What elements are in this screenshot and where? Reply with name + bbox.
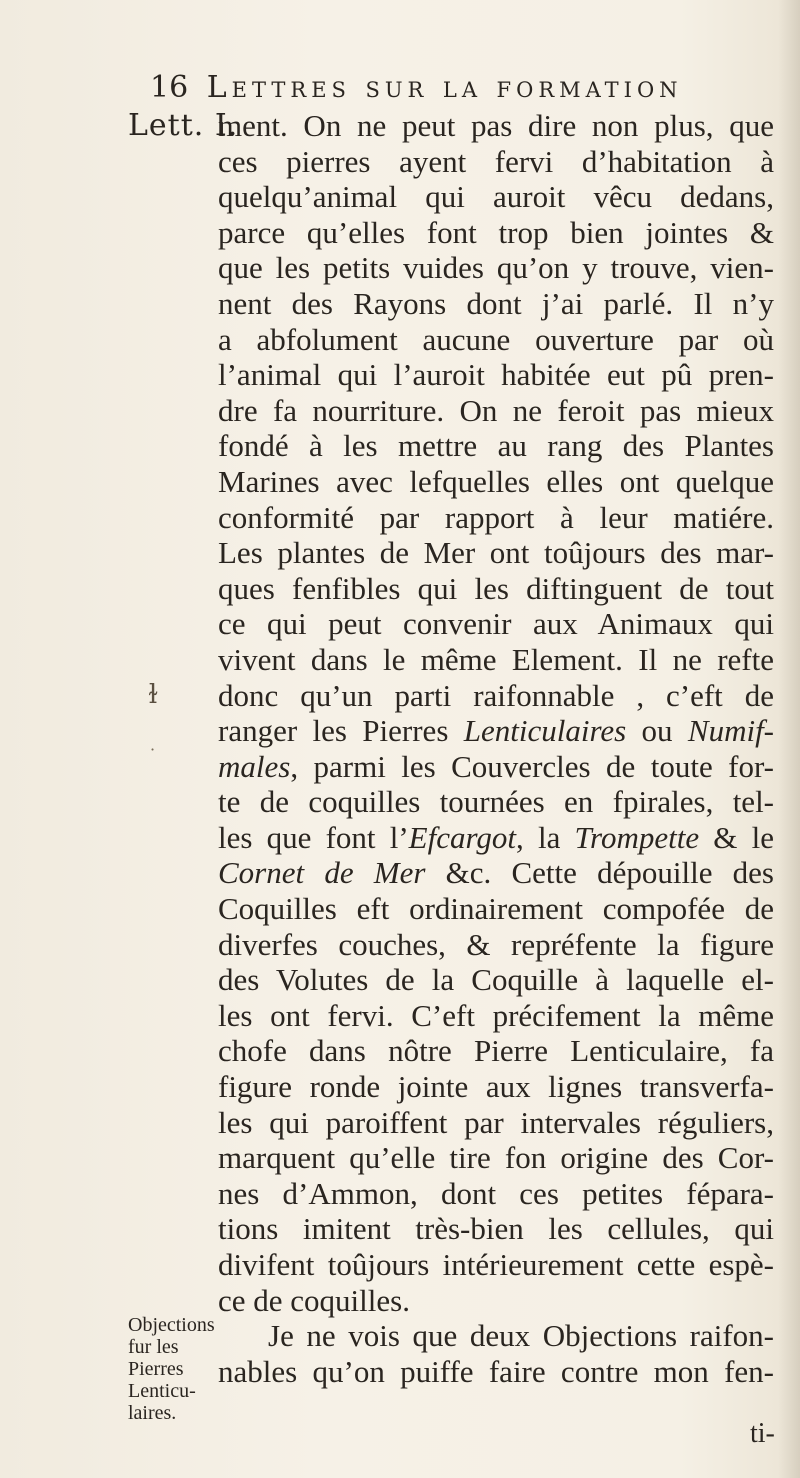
body-line: te de coquilles tournées en fpirales, tel- <box>218 784 774 820</box>
body-line: dre fa nourriture. On ne feroit pas mieux <box>218 392 774 428</box>
body-line: Je ne vois que deux Objections raifon- <box>268 1318 774 1354</box>
body-line: les qui paroiffent par intervales réguliers, <box>218 1104 774 1140</box>
body-line: conformité par rapport à leur matiére. <box>218 499 774 535</box>
body-line: donc qu’un parti raifonnable , c’eft de <box>218 677 774 713</box>
body-line: males, parmi les Couvercles de toute for- <box>218 748 774 784</box>
margin-note-line: Pierres <box>128 1358 184 1380</box>
body-line: a abfolument aucune ouverture par où <box>218 321 774 357</box>
body-line: Les plantes de Mer ont toûjours des mar- <box>218 535 774 571</box>
body-line: diverfes couches, & repréfente la figure <box>218 926 774 962</box>
body-line: les ont fervi. C’eft précifement la même <box>218 997 774 1033</box>
body-line: parce qu’elles font trop bien jointes & <box>218 214 774 250</box>
letter-label: Lett. I. <box>128 108 239 143</box>
margin-note <box>128 1314 218 1424</box>
body-line: ranger les Pierres Lenticulaires ou Numif- <box>218 713 775 749</box>
body-line: ment. On ne peut pas dire non plus, que <box>218 108 774 143</box>
margin-note-line: Objections <box>128 1314 215 1336</box>
page-number: 16 <box>150 70 189 105</box>
running-title: Lettres sur la formation <box>206 70 683 105</box>
body-line: l’animal qui l’auroit habitée eut pû pren- <box>218 357 774 393</box>
margin-ink-dot: · <box>150 740 156 759</box>
margin-note-line: fur les <box>128 1336 179 1358</box>
body-line: nables qu’on puiffe faire contre mon fen- <box>218 1353 774 1389</box>
body-line: chofe dans nôtre Pierre Lenticulaire, fa <box>218 1033 774 1069</box>
body-line: divifent toûjours intérieurement cette espè- <box>218 1247 774 1282</box>
body-line: nes d’Ammon, dont ces petites fépara- <box>218 1175 774 1211</box>
body-line: vivent dans le même Element. Il ne refte <box>218 641 774 677</box>
body-line: marquent qu’elle tire fon origine des Cor- <box>218 1140 774 1176</box>
body-line: nent des Rayons dont j’ai parlé. Il n’y <box>218 285 774 321</box>
body-line: ce qui peut convenir aux Animaux qui <box>218 606 774 642</box>
body-line: ques fenfibles qui les diftinguent de tout <box>218 570 774 606</box>
body-line: les que font l’Efcargot, la Trompette & le <box>218 819 774 855</box>
body-line: ce de coquilles. <box>218 1282 410 1318</box>
margin-note-line: laires. <box>128 1402 177 1424</box>
body-line: fondé à les mettre au rang des Plantes <box>218 428 774 464</box>
running-header <box>150 70 770 105</box>
body-line: des Volutes de la Coquille à laquelle el- <box>218 962 774 998</box>
page-edge-shadow <box>778 0 800 1478</box>
body-line: tions imitent très-bien les cellules, qui <box>218 1211 774 1247</box>
body-text <box>218 108 774 1389</box>
body-line: que les petits vuides qu’on y trouve, vien- <box>218 250 774 286</box>
body-line: quelqu’animal qui auroit vêcu dedans, <box>218 179 774 215</box>
margin-ink-mark: ɫ <box>148 680 158 710</box>
margin-note-line: Lenticu- <box>128 1380 196 1402</box>
body-line: Coquilles eft ordinairement compofée de <box>218 891 774 927</box>
body-line: Cornet de Mer &c. Cette dépouille des <box>218 855 774 891</box>
catchword: ti- <box>750 1418 775 1449</box>
body-line: ces pierres ayent fervi d’habitation à <box>218 143 774 179</box>
body-line: Marines avec lefquelles elles ont quelque <box>218 463 774 499</box>
body-line: figure ronde jointe aux lignes transverfa- <box>218 1069 774 1105</box>
